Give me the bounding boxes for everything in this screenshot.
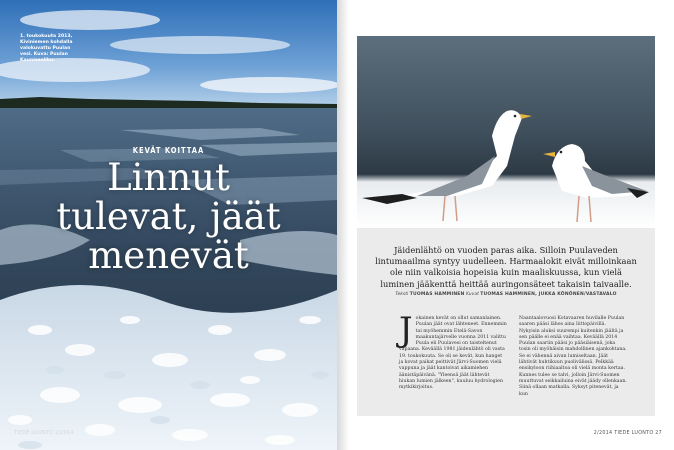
headline-line: menevät: [88, 234, 249, 277]
body-column-1: [399, 310, 507, 392]
article-headline: [0, 158, 337, 275]
body-paragraph: okainen kevät on ollut samanlainen. Puulan jäät ovat lähteneet. Ennemmin tai myöhemmin Etelä-Savon maakuntajärvelle vuonna 2011 valittu Puula eli Puulavesi on taisteltenut vapaana. Keväällä 1981 jäidenlähtö oli vasta 19. toukokuuta. Se oli se kevät, kun hanget ja kovat paikat peittivät Järvi-Suomen vielä vappuna ja jäät kantoivat aikamiehen äänistäpäivänä. "Yleensä jäät lähtevät hiukan lumien jälkeen", kuuluu hydrologien mytkikirjoitus.: [399, 316, 507, 391]
credit-text-author: TUOMAS HAMMINEN: [409, 292, 465, 297]
article-standfirst: Jäidenlähtö on vuoden paras aika. Silloin Puulaveden lintumaailma syntyy uudelleen. Harmaalokit eivät milloinkaan ole niin valkoisia hopeisia kuin maaliskuussa, kun vielä luminen jääkenttä heittää auringonsäteet takaisin taivaalle.: [375, 245, 637, 289]
left-folio: TIEDE LUONTO 2/2014: [14, 431, 74, 436]
headline-line: Linnut: [107, 156, 230, 199]
body-column-2: [519, 316, 627, 398]
body-paragraph: Naantaalovuosi Kotavaaren huvilalle Puulan saaren pääsi lähes aina liittopäivillä. Nykyisin aluksi suurempi kuitenkin jäältä ja sen päälle ei enää vaihtaa. Keväällä 2014 Puulan saariin pääsi jo pääsiäisenä, joka tosin oli myöhäisin mahdollinen ajankohtana. Se ei vähennä aivan lumiseltaan. Jäät lähtivät huhtikuun puolivälissä. Pelkkää ensikyloon riihiaaltoa oli vielä monta kertaa. Kunnes tulee se talvi, jolloin Järvi-Suomen muuttuvat seikkailuina eivät jäädy ollenkaan. Siinä ollaan matkalla. Syksyt pitenevät, ja kun: [519, 316, 627, 397]
credit-text-label: Teksti: [395, 292, 409, 297]
article-body: [399, 310, 627, 406]
seagulls-photo: [357, 36, 655, 228]
credit-photo-authors: TUOMAS HAMMINEN, JUKKA KÖNÖNEN/VASTAVALO: [480, 292, 617, 297]
credit-photo-label: Kuvat: [465, 292, 479, 297]
right-page: [337, 0, 674, 450]
article-panel: [357, 36, 655, 416]
drop-cap: J: [399, 310, 413, 350]
section-kicker: KEVÄT KOITTAA: [132, 146, 205, 155]
article-credits: [357, 292, 655, 297]
photo-caption: 1. toukokuuta 2013, Kiviniemen kohdalla valokuvattu Puulan vesi. Kuva: Puulan Kaunisaaliku.: [20, 34, 73, 63]
headline-line: tulevat, jäät: [56, 195, 281, 238]
right-folio: 2/2014 TIEDE LUONTO 27: [593, 431, 662, 436]
